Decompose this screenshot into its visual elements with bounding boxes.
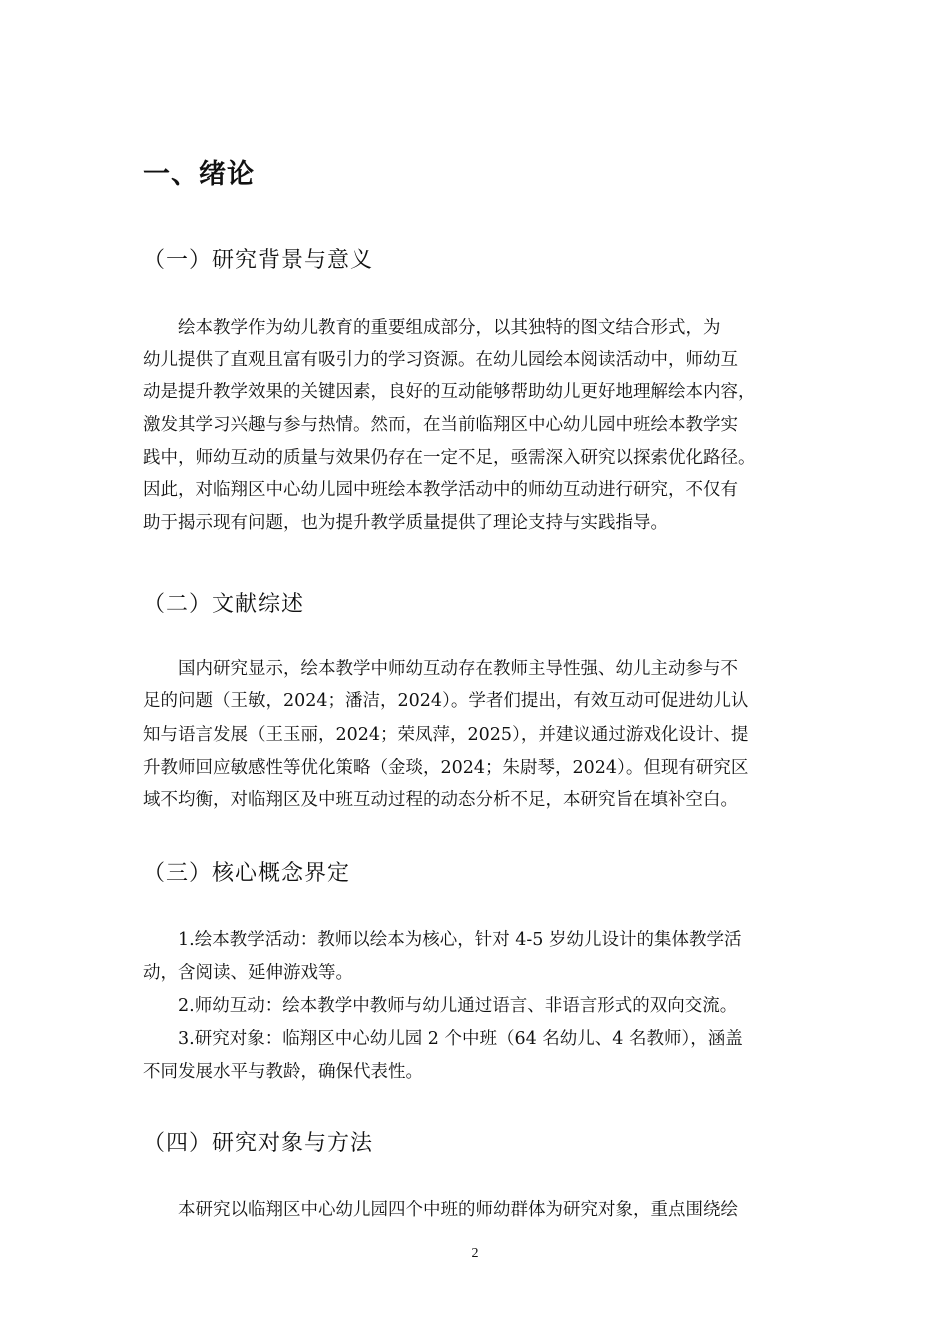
paragraph-line: 域不均衡，对临翔区及中班互动过程的动态分析不足，本研究旨在填补空白。 — [143, 790, 738, 810]
list-item: 不同发展水平与教龄，确保代表性。 — [143, 1062, 423, 1082]
paragraph-line: 激发其学习兴趣与参与热情。然而，在当前临翔区中心幼儿园中班绘本教学实 — [143, 415, 738, 435]
paragraph-line: 知与语言发展（王玉丽，2024；荣凤萍，2025），并建议通过游戏化设计、提 — [143, 725, 749, 745]
section-heading-concepts: （三）核心概念界定 — [143, 861, 351, 886]
list-item: 动，含阅读、延伸游戏等。 — [143, 963, 353, 983]
paragraph-line: 国内研究显示，绘本教学中师幼互动存在教师主导性强、幼儿主动参与不 — [143, 659, 738, 679]
paragraph-line: 升教师回应敏感性等优化策略（金琰，2024；朱尉琴，2024）。但现有研究区 — [143, 758, 749, 778]
paragraph-line: 足的问题（王敏，2024；潘洁，2024）。学者们提出，有效互动可促进幼儿认 — [143, 691, 749, 711]
page-number: 2 — [471, 1246, 479, 1261]
section-heading-literature: （二）文献综述 — [143, 592, 305, 617]
section-heading-methods: （四）研究对象与方法 — [143, 1131, 374, 1156]
paragraph-line: 因此，对临翔区中心幼儿园中班绘本教学活动中的师幼互动进行研究，不仅有 — [143, 480, 738, 500]
list-item: 2.师幼互动：绘本教学中教师与幼儿通过语言、非语言形式的双向交流。 — [143, 996, 738, 1016]
list-item: 1.绘本教学活动：教师以绘本为核心，针对 4-5 岁幼儿设计的集体教学活 — [143, 930, 742, 950]
chapter-heading: 一、绪论 — [143, 159, 255, 190]
paragraph-line: 绘本教学作为幼儿教育的重要组成部分，以其独特的图文结合形式，为 — [143, 318, 721, 338]
section-heading-background: （一）研究背景与意义 — [143, 248, 374, 273]
paragraph-line: 动是提升教学效果的关键因素，良好的互动能够帮助幼儿更好地理解绘本内容， — [143, 382, 756, 402]
paragraph-line: 本研究以临翔区中心幼儿园四个中班的师幼群体为研究对象，重点围绕绘 — [143, 1200, 738, 1220]
paragraph-line: 幼儿提供了直观且富有吸引力的学习资源。在幼儿园绘本阅读活动中，师幼互 — [143, 350, 738, 370]
paragraph-line: 践中，师幼互动的质量与效果仍存在一定不足，亟需深入研究以探索优化路径。 — [143, 448, 756, 468]
list-item: 3.研究对象：临翔区中心幼儿园 2 个中班（64 名幼儿、4 名教师），涵盖 — [143, 1029, 743, 1049]
paragraph-line: 助于揭示现有问题，也为提升教学质量提供了理论支持与实践指导。 — [143, 513, 668, 533]
